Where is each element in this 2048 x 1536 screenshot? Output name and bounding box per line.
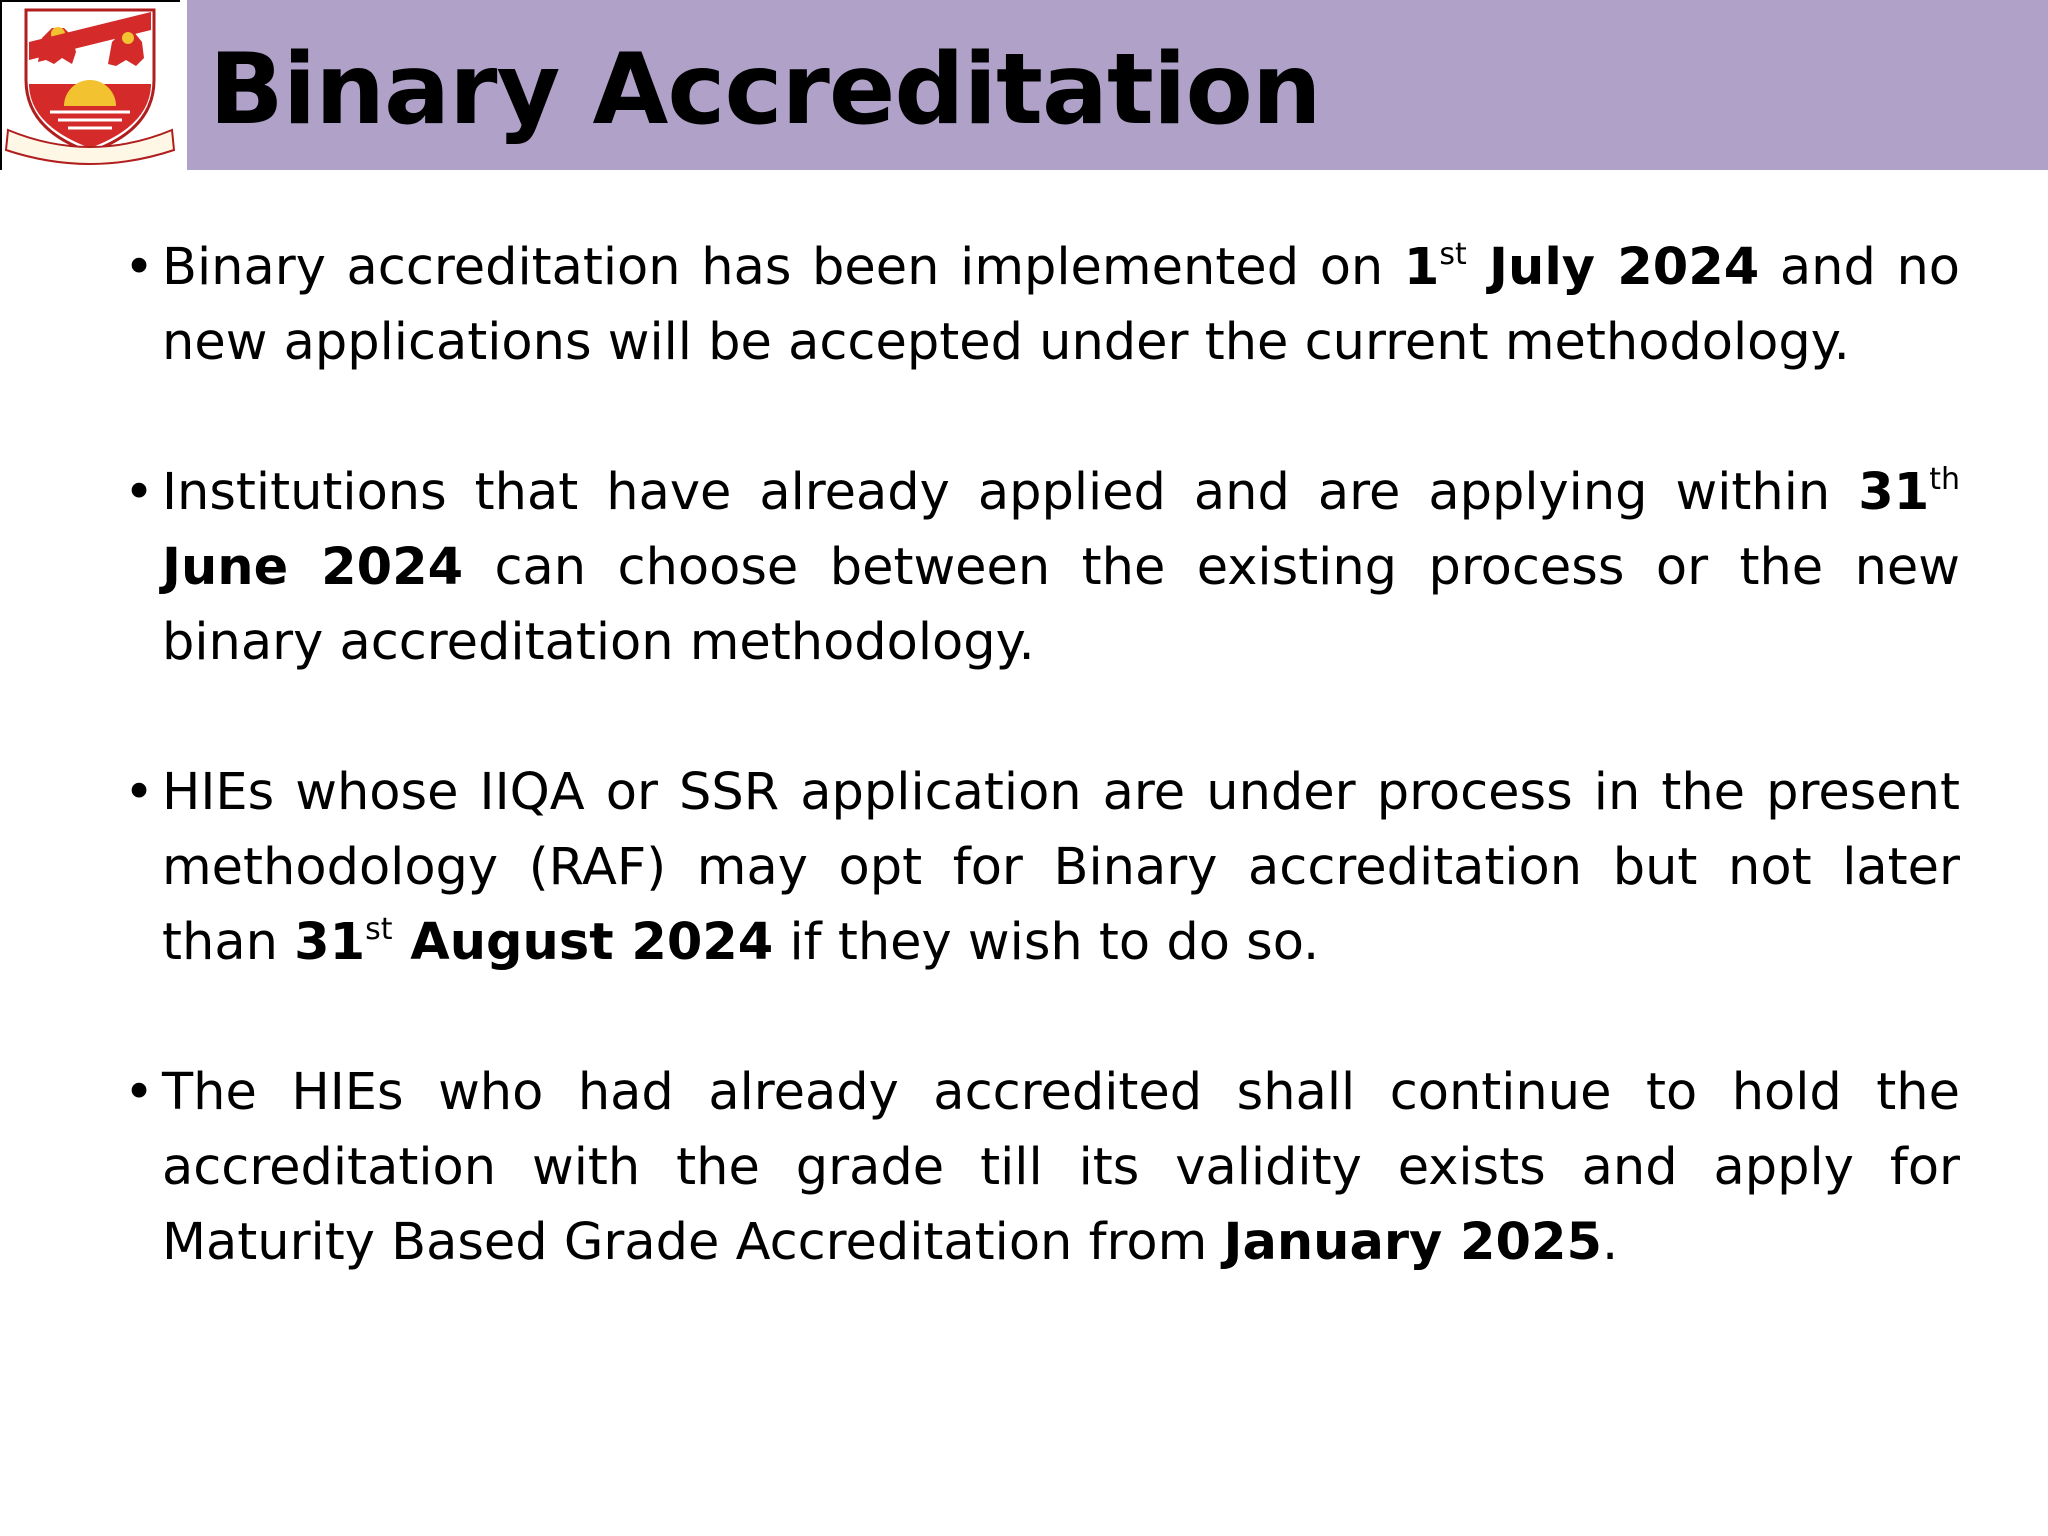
- bullet-highlight: 31: [1858, 463, 1930, 522]
- bullet-text: Institutions that have already applied and are applying within: [162, 463, 1859, 522]
- bullet-item: [118, 1055, 1960, 1280]
- bullet-text: The HIEs who had already accredited shall continue to hold the accreditation with the grade till its validity exists and apply for Maturity Based Grade Accreditation from: [162, 1063, 1960, 1272]
- bullet-highlight: July 2024: [1466, 238, 1760, 297]
- university-crest-icon: [2, 2, 178, 168]
- bullet-highlight: June 2024: [162, 538, 464, 597]
- bullet-text: can choose between the existing process or the new binary accreditation methodology.: [162, 538, 1960, 672]
- bullet-item: [118, 230, 1960, 380]
- title-bar: [187, 0, 2048, 170]
- bullet-marker: •: [124, 763, 155, 822]
- bullet-highlight: 1: [1403, 238, 1440, 297]
- bullet-text: .: [1601, 1213, 1619, 1272]
- bullet-item: [118, 755, 1960, 980]
- bullet-item: [118, 455, 1960, 680]
- bullet-superscript: st: [1439, 237, 1467, 272]
- bullet-highlight: January 2025: [1223, 1213, 1602, 1272]
- bullet-marker: •: [124, 238, 155, 297]
- bullet-text: and no new applications will be accepted under the current methodology.: [162, 238, 1961, 372]
- slide-title: Binary Accreditation: [209, 33, 1321, 147]
- bullet-text: HIEs whose IIQA or SSR application are under process in the present methodology (RAF) may opt for Binary accreditation but not later than: [162, 763, 1960, 972]
- bullet-superscript: st: [365, 912, 393, 947]
- bullet-highlight: 31: [294, 913, 366, 972]
- bullet-list: [118, 230, 1960, 1355]
- bullet-highlight: August 2024: [392, 913, 774, 972]
- bullet-marker: •: [124, 463, 155, 522]
- bullet-marker: •: [124, 1063, 155, 1122]
- university-logo: [0, 0, 180, 170]
- bullet-text: Binary accreditation has been implemented on: [162, 238, 1404, 297]
- bullet-text: if they wish to do so.: [773, 913, 1320, 972]
- bullet-superscript: th: [1929, 462, 1960, 497]
